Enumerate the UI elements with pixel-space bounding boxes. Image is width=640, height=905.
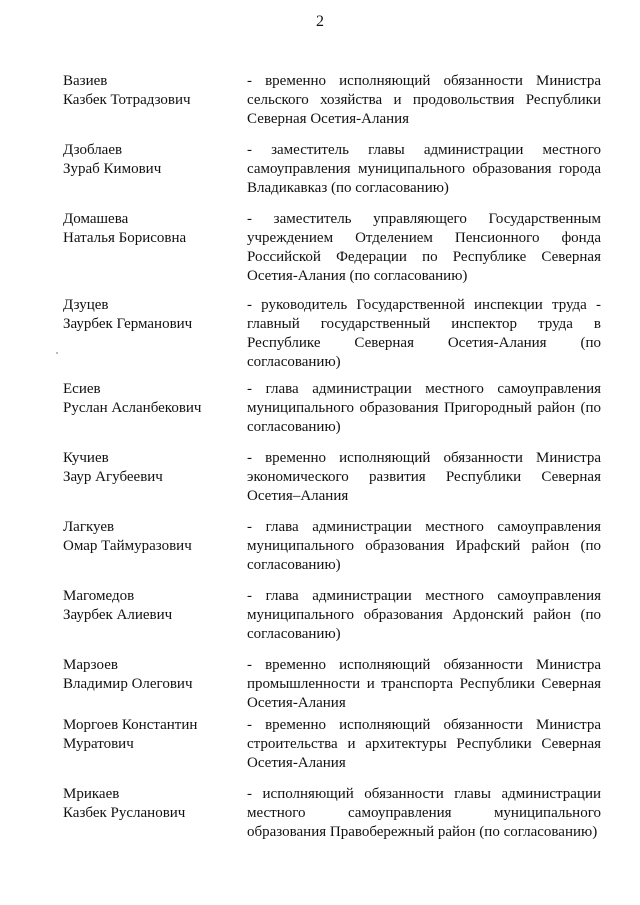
person-name — [63, 380, 238, 418]
person-surname: Домашева — [63, 211, 129, 227]
person-surname: Лагкуев — [63, 519, 115, 535]
person-surname: Кучиев — [63, 450, 109, 466]
person-position: - временно исполняющий обязанности Министра строительства и архитектуры Республики Северная Осетия-Алания — [247, 717, 601, 771]
person-surname: Магомедов — [63, 588, 135, 604]
person-given-name: Наталья Борисовна — [63, 230, 187, 246]
person-given-name: Казбек Русланович — [63, 805, 186, 821]
person-given-name: Владимир Олегович — [63, 676, 193, 692]
person-given-name: Заурбек Алиевич — [63, 607, 173, 623]
person-position: - руководитель Государственной инспекции труда - главный государственный инспектор труда в Республике Северная Осетия-Алания (по согласованию) — [247, 297, 601, 370]
person-surname: Моргоев Константин — [63, 717, 198, 733]
person-given-name: Казбек Тотрадзович — [63, 92, 191, 108]
person-position: - глава администрации местного самоуправления муниципального образования Ирафский район (по согласованию) — [247, 519, 601, 573]
person-position: - заместитель главы администрации местного самоуправления муниципального образования города Владикавказ (по согласованию) — [247, 142, 601, 196]
person-given-name: Руслан Асланбекович — [63, 400, 202, 416]
person-surname: Вазиев — [63, 73, 108, 89]
person-name — [63, 518, 238, 556]
person-given-name: Зураб Кимович — [63, 161, 162, 177]
person-position: - глава администрации местного самоуправления муниципального образования Пригородный район (по согласованию) — [247, 381, 601, 435]
person-given-name: Заурбек Германович — [63, 316, 193, 332]
person-name — [63, 785, 238, 823]
person-position: - глава администрации местного самоуправления муниципального образования Ардонский район (по согласованию) — [247, 588, 601, 642]
person-name — [63, 587, 238, 625]
person-name — [63, 296, 238, 334]
person-surname: Дзуцев — [63, 297, 109, 313]
person-name — [63, 449, 238, 487]
page-number: 2 — [316, 13, 324, 30]
person-position: - временно исполняющий обязанности Министра промышленности и транспорта Республики Северная Осетия-Алания — [247, 657, 601, 711]
person-given-name: Муратович — [63, 736, 134, 752]
scan-mark — [56, 352, 58, 354]
person-surname: Есиев — [63, 381, 101, 397]
person-surname: Мрикаев — [63, 786, 120, 802]
person-name — [63, 210, 238, 248]
person-position: - заместитель управляющего Государственным учреждением Отделением Пенсионного фонда Российской Федерации по Республике Северная Осетия-Алания (по согласованию) — [247, 211, 601, 284]
person-surname: Марзоев — [63, 657, 118, 673]
person-position: - временно исполняющий обязанности Министра экономического развития Республики Северная Осетия–Алания — [247, 450, 601, 504]
person-given-name: Заур Агубеевич — [63, 469, 163, 485]
person-position: - временно исполняющий обязанности Министра сельского хозяйства и продовольствия Республики Северная Осетия-Алания — [247, 73, 601, 127]
person-given-name: Омар Таймуразович — [63, 538, 192, 554]
person-name — [63, 656, 238, 694]
person-surname: Дзоблаев — [63, 142, 123, 158]
person-name — [63, 72, 238, 110]
person-position: - исполняющий обязанности главы администрации местного самоуправления муниципального образования Правобережный район (по согласованию) — [247, 786, 601, 840]
person-name — [63, 716, 238, 754]
person-name — [63, 141, 238, 179]
